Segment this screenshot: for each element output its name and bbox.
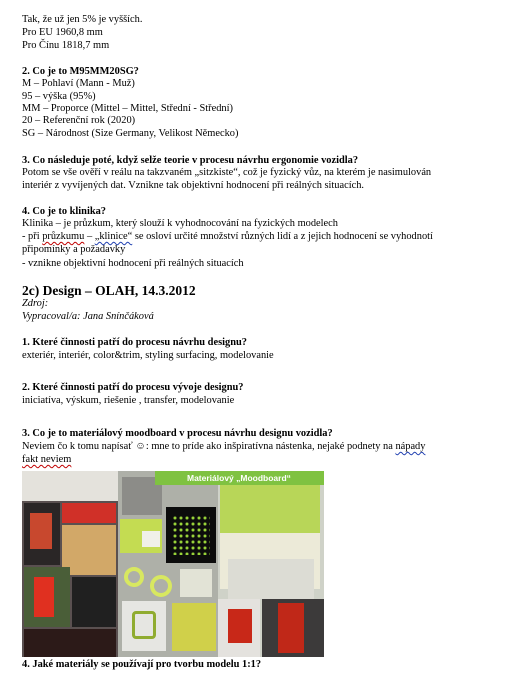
grammar-word: „klinice“: [94, 231, 133, 242]
spellcheck-word: průzkumu: [42, 231, 85, 242]
grammar-word: nápady: [395, 441, 426, 452]
text-line: - při průzkumu – „klinice“ se osloví určité množství různých lidí a z jejich hodnocení se vyhodnotí: [22, 231, 433, 242]
author-line: Vypracoval/a: Jana Snínčáková: [22, 311, 154, 322]
question-heading: 2. Které činnosti patří do procesu vývoje designu?: [22, 382, 244, 393]
moodboard-banner: Materiálový „Moodboard“: [155, 471, 324, 485]
text-line: připomínky a požadavky: [22, 244, 126, 255]
text-line: Pro Čínu 1818,7 mm: [22, 40, 110, 51]
source-label: Zdroj:: [22, 298, 49, 309]
text-line: exteriér, interiér, color&trim, styling surfacing, modelovanie: [22, 350, 274, 361]
text-line: Potom se vše ověří v reálu na takzvaném „sitzkiste“, což je fyzický vůz, na kterém je nasimulován: [22, 167, 432, 178]
question-heading: 3. Co je to materiálový moodboard v procesu návrhu designu vozidla?: [22, 428, 333, 439]
text-line: Klinika – je průzkum, který slouží k vyhodnocování na fyzických modelech: [22, 218, 338, 229]
text-line: SG – Národnost (Size Germany, Velikost Německo): [22, 128, 239, 139]
question-heading: 2. Co je to M95MM20SG?: [22, 66, 139, 77]
moodboard-image: [22, 471, 324, 657]
text-line: Pro EU 1960,8 mm: [22, 27, 103, 38]
spellcheck-word: fakt neviem: [22, 454, 72, 465]
text-line: interiér z vyvíjených dat. Vznikne tak objektivní hodnocení při reálných situacích.: [22, 180, 365, 191]
question-heading: 1. Které činnosti patří do procesu návrhu designu?: [22, 337, 247, 348]
section-heading: 2c) Design – OLAH, 14.3.2012: [22, 283, 196, 298]
text-line: Neviem čo k tomu napísať ☺: mne to príde ako inšpiratívna nástenka, nejaké podnety na nápady: [22, 441, 426, 452]
text-line: iniciatíva, výskum, riešenie , transfer, modelovanie: [22, 395, 235, 406]
question-heading: 4. Jaké materiály se používají pro tvorbu modelu 1:1?: [22, 659, 262, 670]
text-line: M – Pohlaví (Mann - Muž): [22, 78, 135, 89]
text-line: MM – Proporce (Mittel – Mittel, Střední - Střední): [22, 103, 233, 114]
text-line: Tak, že už jen 5% je vyšších.: [22, 14, 143, 25]
question-heading: 4. Co je to klinika?: [22, 206, 106, 217]
text-line: - vznikne objektivní hodnocení při reálných situacích: [22, 258, 244, 269]
text-line: [22, 454, 71, 466]
text-line: 95 – výška (95%): [22, 91, 96, 102]
question-heading: 3. Co následuje poté, když selže teorie v procesu návrhu ergonomie vozidla?: [22, 155, 359, 166]
text-line: 20 – Referenční rok (2020): [22, 115, 136, 126]
